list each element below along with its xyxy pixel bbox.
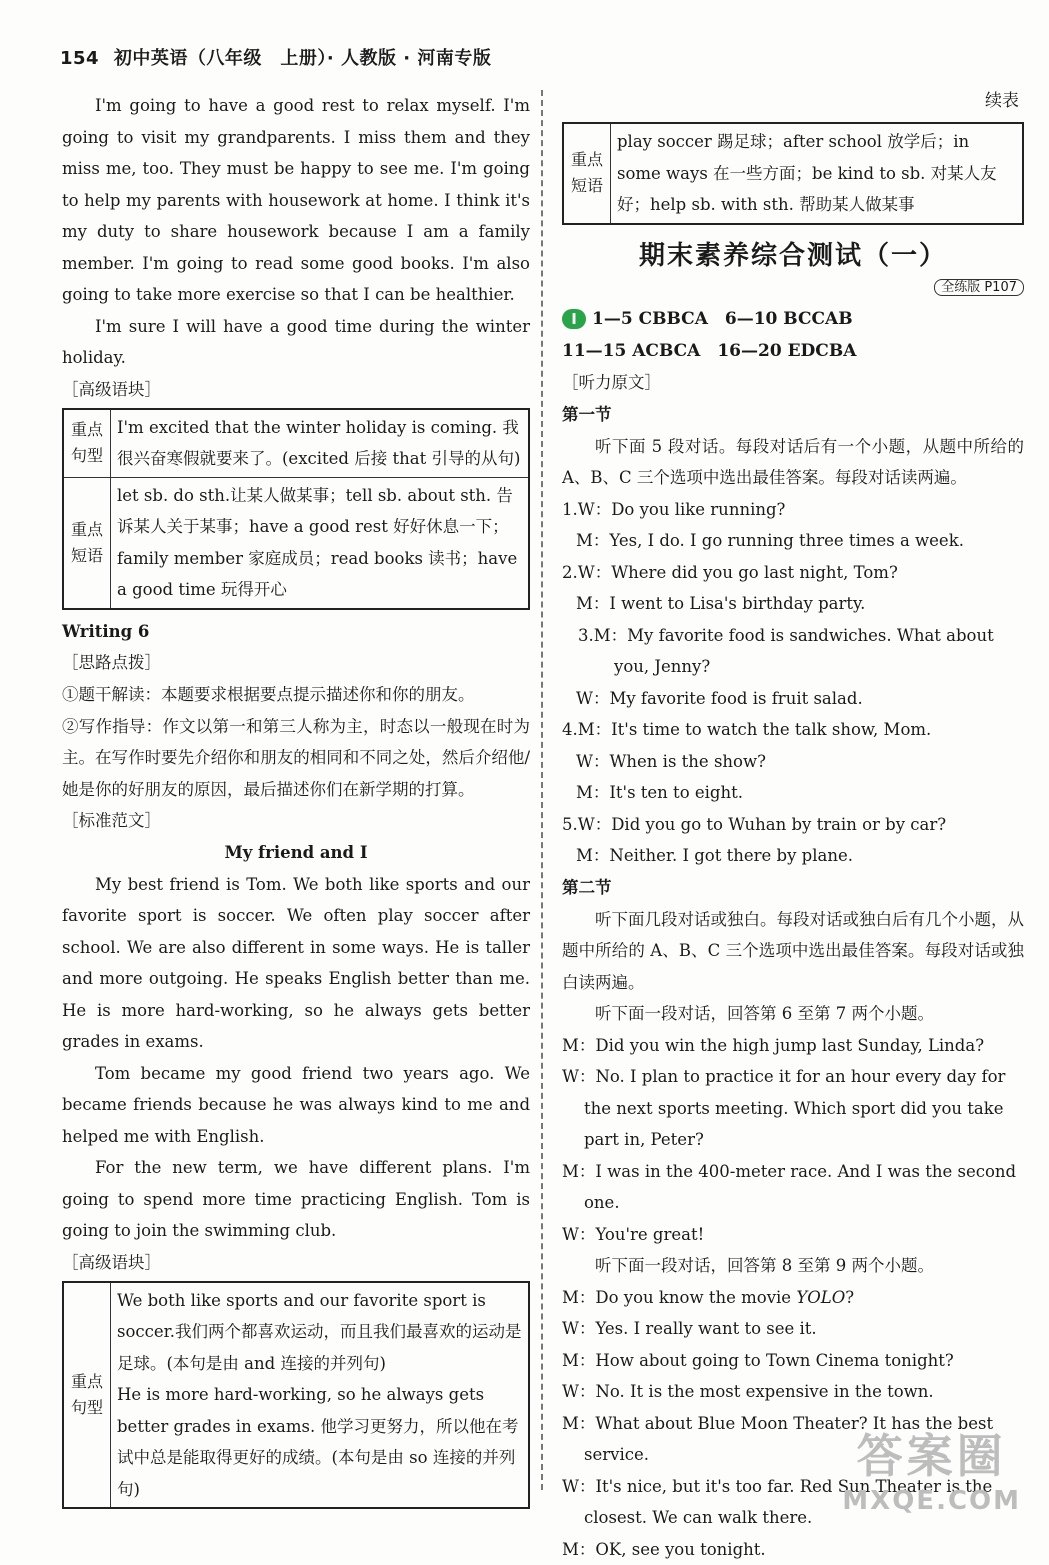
dialogue-line: 4.M：It's time to watch the talk show, Mom. bbox=[562, 714, 1024, 746]
dialogue-line: M：What about Blue Moon Theater? It has the best service. bbox=[562, 1408, 1024, 1471]
test-title: 期末素养综合测试（一） bbox=[562, 235, 1024, 272]
dialogue-line: 2.W：Where did you go last night, Tom? bbox=[562, 557, 1024, 589]
dialogue-line: M：Neither. I got there by plane. bbox=[562, 840, 1024, 872]
reference-tag-text: 全练版 P107 bbox=[934, 279, 1024, 296]
part-heading: 第一节 bbox=[562, 399, 1024, 431]
dialogue-line: W：You're great! bbox=[562, 1219, 1024, 1251]
table-label: 重点句型 bbox=[63, 409, 111, 478]
dialogue-line: W：No. I plan to practice it for an hour every day for the next sports meeting. Which sport did you take part in, Peter? bbox=[562, 1061, 1024, 1156]
movie-title: YOLO bbox=[796, 1288, 845, 1307]
essay-title: My friend and I bbox=[62, 837, 530, 869]
instruction: 听下面几段对话或独白。每段对话或独白后有几个小题，从题中所给的 A、B、C 三个选项中选出最佳答案。每段对话或独白读两遍。 bbox=[562, 904, 1024, 999]
instruction: 听下面一段对话，回答第 8 至第 9 两个小题。 bbox=[562, 1250, 1024, 1282]
dialogue-line: W：It's nice, but it's too far. Red Sun Theater is the closest. We can walk there. bbox=[562, 1471, 1024, 1534]
continued-label: 续表 bbox=[985, 86, 1019, 111]
watermark-text: 答案圈 bbox=[842, 1420, 1021, 1486]
dialogue-line: 1.W：Do you like running? bbox=[562, 494, 1024, 526]
section-heading: ［高级语块］ bbox=[62, 1247, 530, 1279]
sentence-item: He is more hard-working, so he always gets better grades in exams. 他学习更努力，所以他在考试中总是能取得更好的成绩。(本句是由 so 连接的并列句) bbox=[117, 1379, 522, 1505]
phrase-table-continued bbox=[562, 122, 1024, 225]
section-number-badge: Ⅰ bbox=[562, 309, 586, 329]
section-heading: ［听力原文］ bbox=[562, 367, 1024, 399]
instruction: 听下面 5 段对话。每段对话后有一个小题，从题中所给的 A、B、C 三个选项中选出最佳答案。每段对话读两遍。 bbox=[562, 431, 1024, 494]
dialogue-line: W：Yes. I really want to see it. bbox=[562, 1313, 1024, 1345]
table-label: 重点句型 bbox=[63, 1282, 111, 1509]
sentence-item: We both like sports and our favorite sport is soccer.我们两个都喜欢运动，而且我们最喜欢的运动是足球。(本句是由 and 连接的并列句) bbox=[117, 1285, 522, 1380]
essay-paragraph: My best friend is Tom. We both like sports and our favorite sport is soccer. We often play soccer after school. We are also different in some ways. He is taller and more outgoing. He speaks English better than me. He is more hard-working, so he always gets better grades in exams. bbox=[62, 869, 530, 1058]
answer-text: 1—5 CBBCA 6—10 BCCAB bbox=[592, 309, 853, 329]
section-heading: ［标准范文］ bbox=[62, 805, 530, 837]
table-content: play soccer 踢足球；after school 放学后；in some ways 在一些方面；be kind to sb. 对某人友好；help sb. with sth. 帮助某人做某事 bbox=[611, 123, 1024, 224]
left-column bbox=[62, 90, 530, 1515]
essay-paragraph: I'm going to have a good rest to relax myself. I'm going to visit my grandparents. I miss them and they miss me, too. They must be happy to see me. I'm going to help my parents with housework at home. I think it's my duty to share housework because I am a family member. I'm going to read some good books. I'm also going to take more exercise so that I can be healthier. bbox=[62, 90, 530, 311]
dialogue-line: M：How about going to Town Cinema tonight? bbox=[562, 1345, 1024, 1377]
dialogue-text: M：Do you know the movie bbox=[562, 1288, 796, 1307]
essay-paragraph: I'm sure I will have a good time during the winter holiday. bbox=[62, 311, 530, 374]
tip-item: ②写作指导：作文以第一和第三人称为主，时态以一般现在时为主。在写作时要先介绍你和朋友的相同和不同之处，然后介绍他/她是你的好朋友的原因，最后描述你们在新学期的打算。 bbox=[62, 711, 530, 806]
writing-title: Writing 6 bbox=[62, 616, 530, 648]
column-divider bbox=[541, 90, 543, 1490]
dialogue-line: M：I went to Lisa's birthday party. bbox=[562, 588, 1024, 620]
dialogue-line: M：I was in the 400-meter race. And I was the second one. bbox=[562, 1156, 1024, 1219]
book-title: 初中英语（八年级 上册）· 人教版 · 河南专版 bbox=[114, 48, 491, 69]
section-heading: ［高级语块］ bbox=[62, 374, 530, 406]
dialogue-line: M：Yes, I do. I go running three times a week. bbox=[562, 525, 1024, 557]
phrase-table bbox=[62, 408, 530, 610]
sentence-table bbox=[62, 1281, 530, 1510]
dialogue-line: 5.W：Did you go to Wuhan by train or by car? bbox=[562, 809, 1024, 841]
dialogue-line: M：Did you win the high jump last Sunday, Linda? bbox=[562, 1030, 1024, 1062]
dialogue-line bbox=[562, 1282, 1024, 1314]
section-heading: ［思路点拨］ bbox=[62, 647, 530, 679]
reference-tag bbox=[562, 276, 1024, 295]
answer-line bbox=[562, 303, 1024, 335]
dialogue-line: W：When is the show? bbox=[562, 746, 1024, 778]
page-header bbox=[60, 44, 491, 70]
essay-paragraph: Tom became my good friend two years ago. We became friends because he was always kind to me and helped me with English. bbox=[62, 1058, 530, 1153]
watermark-url: MXQE.COM bbox=[842, 1486, 1021, 1516]
dialogue-line: 3.M：My favorite food is sandwiches. What about you, Jenny? bbox=[562, 620, 1024, 683]
tip-item: ①题干解读：本题要求根据要点提示描述你和你的朋友。 bbox=[62, 679, 530, 711]
instruction: 听下面一段对话，回答第 6 至第 7 两个小题。 bbox=[562, 998, 1024, 1030]
table-content bbox=[111, 1282, 530, 1509]
dialogue-line: M：It's ten to eight. bbox=[562, 777, 1024, 809]
part-heading: 第二节 bbox=[562, 872, 1024, 904]
table-content: I'm excited that the winter holiday is coming. 我很兴奋寒假就要来了。(excited 后接 that 引导的从句) bbox=[111, 409, 530, 478]
dialogue-text: ? bbox=[845, 1288, 854, 1307]
dialogue-line: W：No. It is the most expensive in the town. bbox=[562, 1376, 1024, 1408]
table-label: 重点短语 bbox=[63, 477, 111, 609]
dialogue-line: M：OK, see you tonight. bbox=[562, 1534, 1024, 1565]
right-column bbox=[562, 120, 1024, 1565]
dialogue-line: W：My favorite food is fruit salad. bbox=[562, 683, 1024, 715]
page-number: 154 bbox=[60, 48, 99, 69]
answer-line: 11—15 ACBCA 16—20 EDCBA bbox=[562, 335, 1024, 367]
table-label: 重点短语 bbox=[563, 123, 611, 224]
watermark-logo bbox=[842, 1420, 1021, 1516]
essay-paragraph: For the new term, we have different plans. I'm going to spend more time practicing English. Tom is going to join the swimming club. bbox=[62, 1152, 530, 1247]
table-content: let sb. do sth.让某人做某事；tell sb. about sth. 告诉某人关于某事；have a good rest 好好休息一下；family member 家庭成员；read books 读书；have a good time 玩得开心 bbox=[111, 477, 530, 609]
